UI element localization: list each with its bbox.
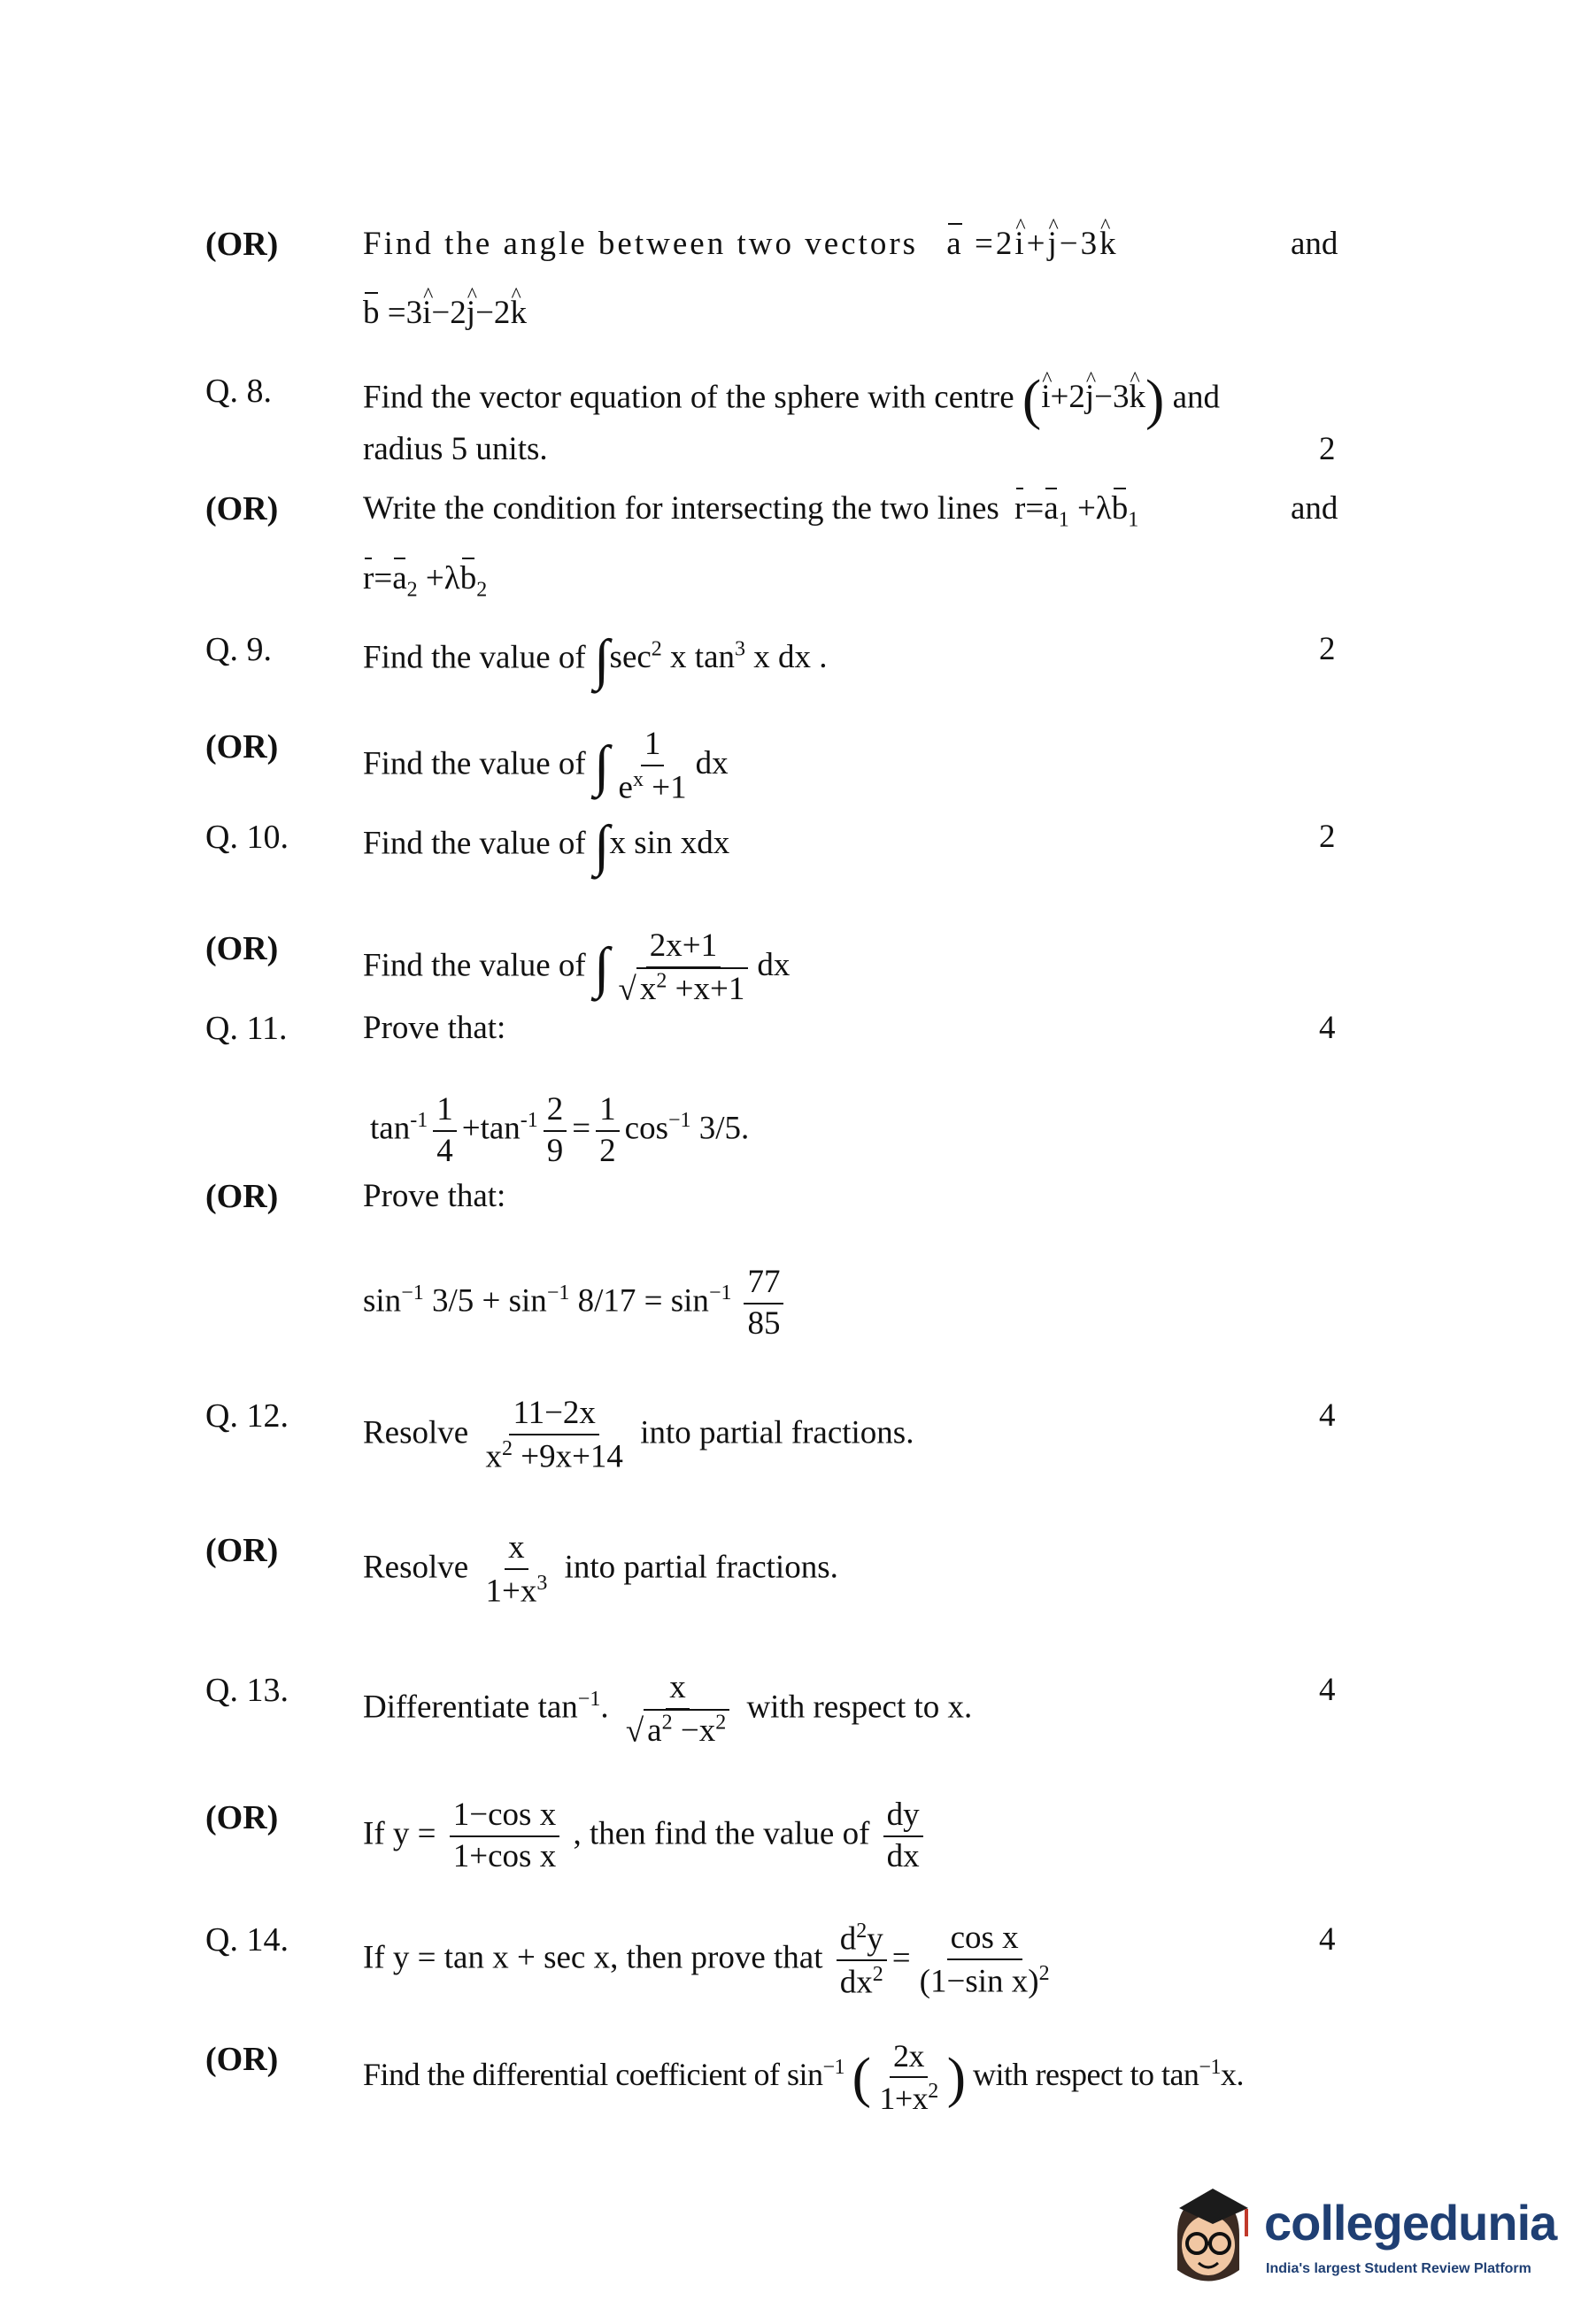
question-text: Differentiate tan bbox=[363, 1689, 578, 1726]
marks: 4 bbox=[1319, 1010, 1336, 1046]
marks: 2 bbox=[1319, 819, 1336, 855]
question-text: Find the differential coefficient of sin bbox=[363, 2057, 823, 2093]
math-line-1: $r=a_1 +\lambda b_1$ bbox=[1014, 490, 1139, 532]
question-text: Find the value of bbox=[363, 825, 586, 862]
math-fraction: $\frac{x}{√ a^2 -x^2}$ bbox=[622, 1671, 733, 1749]
collegedunia-watermark bbox=[1160, 2173, 1567, 2297]
question-text: and bbox=[1291, 490, 1338, 527]
marks: 2 bbox=[1319, 631, 1336, 667]
math-integral: ∫ $\frac{2x+1}{√ x^2 +x+1}$ dx bbox=[594, 927, 790, 1008]
question-label: Q. 13. bbox=[205, 1672, 289, 1709]
question-label: Q. 12. bbox=[205, 1397, 289, 1435]
question-text: If y = tan x + sec x, then prove that bbox=[363, 1939, 823, 1976]
question-text: Find the value of bbox=[363, 745, 586, 782]
question-label: (OR) bbox=[205, 226, 279, 263]
question-label: (OR) bbox=[205, 1532, 279, 1569]
math-fraction: $\frac{\text{1−cos x}}{\text{1+cos x}}$ bbox=[450, 1798, 559, 1874]
math-fraction: ( $\frac{2x}{1+x^2}$ ) bbox=[852, 2038, 966, 2116]
question-label: Q. 8. bbox=[205, 373, 272, 410]
question-text: If y = bbox=[363, 1815, 436, 1852]
question-text: Write the condition for intersecting the two lines bbox=[363, 490, 999, 527]
question-text: x. bbox=[1220, 2057, 1244, 2093]
math-identity: $\frac{d^2y}{dx^2}$ = $\frac{\text{cos x}}{(1-\sin x)^2}$ bbox=[831, 1940, 1059, 1976]
marks: 2 bbox=[1319, 431, 1336, 467]
math-identity: $\tan^{-1}$ $\frac{1}{4}$ $+\tan^{-1}$ $\frac{2}{9}$ = $\frac{1}{2}$ $\cos^{-1} 3/5$. bbox=[370, 1091, 750, 1169]
math-identity: $\sin^{-1} 3/5 + \sin^{-1} 8/17 = \sin^{-1}$ $\frac{77}{85}$ bbox=[363, 1266, 789, 1342]
question-text: Prove that: bbox=[363, 1178, 506, 1214]
question-label: Q. 9. bbox=[205, 631, 272, 668]
question-text: with respect to tan bbox=[973, 2057, 1199, 2093]
question-text: radius 5 units. bbox=[363, 431, 548, 467]
math-vector-a: a =2^ i+^ j−3^ k bbox=[946, 226, 1118, 262]
question-text: Resolve bbox=[363, 1414, 469, 1451]
math-centre: (^ i+2^ j−3^ k) bbox=[1022, 379, 1164, 415]
brand-name: collegedunia bbox=[1264, 2195, 1557, 2251]
question-label: (OR) bbox=[205, 490, 279, 527]
math-integral: ∫x sin xdx bbox=[594, 814, 730, 877]
marks: 4 bbox=[1319, 1397, 1336, 1434]
question-text: Resolve bbox=[363, 1549, 469, 1586]
question-text: Find the angle between two vectors bbox=[363, 226, 919, 262]
question-text: Find the value of bbox=[363, 639, 586, 676]
question-text: Prove that: bbox=[363, 1010, 506, 1046]
question-label: (OR) bbox=[205, 2041, 279, 2078]
question-text: with respect to x. bbox=[746, 1689, 973, 1726]
math-fraction: $\frac{x}{1+x^3}$ bbox=[485, 1529, 548, 1610]
math-derivative: $\frac{dy}{dx}$ bbox=[883, 1798, 923, 1874]
question-label: Q. 10. bbox=[205, 819, 289, 856]
question-label: (OR) bbox=[205, 930, 279, 967]
question-text: into partial fractions. bbox=[640, 1414, 914, 1451]
brand-tagline: India's largest Student Review Platform bbox=[1266, 2261, 1531, 2276]
question-label: Q. 14. bbox=[205, 1921, 289, 1958]
math-vector-b: b =3^ i−2^ j−2^ k bbox=[363, 294, 527, 333]
math-integral: ∫ $\frac{1}{e^x +1}$ dx bbox=[594, 726, 729, 806]
question-text: and bbox=[1172, 379, 1221, 416]
question-text: into partial fractions. bbox=[564, 1549, 838, 1586]
question-label: Q. 11. bbox=[205, 1010, 288, 1047]
question-label: (OR) bbox=[205, 1178, 279, 1215]
question-text: Find the value of bbox=[363, 947, 586, 984]
mascot-logo-icon bbox=[1160, 2173, 1257, 2297]
question-text: and bbox=[1291, 226, 1338, 262]
question-label: (OR) bbox=[205, 728, 279, 766]
question-text: Find the vector equation of the sphere with centre bbox=[363, 379, 1014, 416]
question-text: , then find the value of bbox=[573, 1815, 870, 1852]
question-label: (OR) bbox=[205, 1799, 279, 1836]
marks: 4 bbox=[1319, 1672, 1336, 1708]
math-integral: $\int\sec^2$ x $\tan^3 x$ dx . bbox=[594, 627, 828, 691]
math-fraction: $\frac{11-2x}{x^2 +9x+14}$ bbox=[485, 1395, 623, 1475]
math-line-2: $r=a_2 +\lambda b_2$ bbox=[363, 560, 488, 602]
marks: 4 bbox=[1319, 1921, 1336, 1958]
